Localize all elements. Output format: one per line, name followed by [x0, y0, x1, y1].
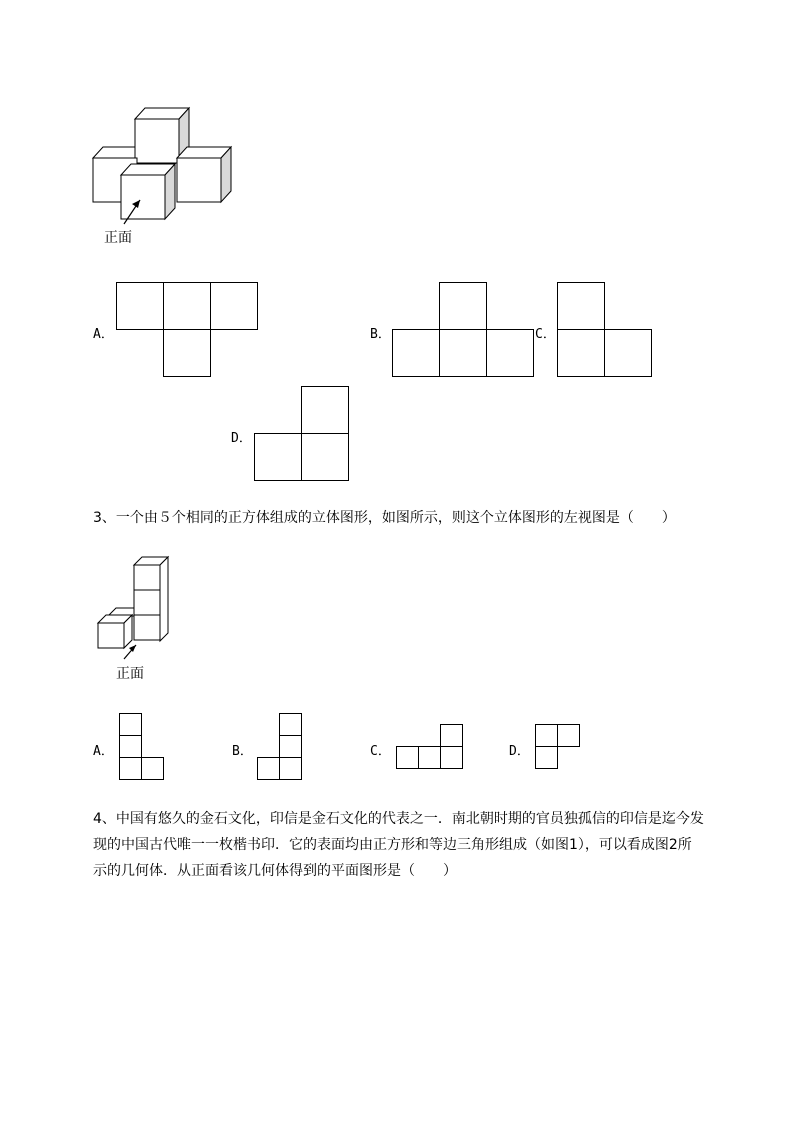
- q3-option-d-label: D．: [509, 744, 530, 759]
- q2-option-d-figure: [254, 386, 350, 482]
- q3-front-label: 正面: [116, 666, 144, 682]
- q2-solid-figure: [88, 100, 238, 230]
- q2-option-c-figure: [557, 282, 653, 378]
- q4-line-1: 4、中国有悠久的金石文化，印信是金石文化的代表之一．南北朝时期的官员独孤信的印信是迄今发: [93, 811, 704, 827]
- q2-option-b-figure: [392, 282, 535, 378]
- q2-option-a-label: A．: [93, 327, 114, 342]
- q3-option-b-figure: [257, 713, 303, 782]
- q3-option-a-figure: [119, 713, 165, 782]
- q3-option-d-figure: [535, 724, 582, 771]
- q2-option-d-label: D．: [231, 431, 252, 446]
- q4-line-3: 示的几何体．从正面看该几何体得到的平面图形是（ ）: [93, 863, 457, 879]
- q3-option-a-label: A．: [93, 744, 114, 759]
- q3-question-text: 3、一个由５个相同的正方体组成的立体图形，如图所示，则这个立体图形的左视图是（ ）: [93, 510, 676, 526]
- q3-option-c-label: C．: [370, 744, 391, 759]
- q4-line-2: 现的中国古代唯一一枚楷书印．它的表面均由正方形和等边三角形组成（如图1），可以看成图2所: [93, 837, 692, 853]
- q2-front-label: 正面: [104, 230, 132, 246]
- q3-option-c-figure: [396, 724, 465, 771]
- q3-option-b-label: B．: [232, 744, 253, 759]
- q2-option-a-figure: [116, 282, 258, 378]
- q2-option-c-label: C．: [535, 327, 556, 342]
- q2-option-b-label: B．: [370, 327, 391, 342]
- q4-question-text: [93, 806, 753, 884]
- q3-solid-figure: [96, 553, 176, 663]
